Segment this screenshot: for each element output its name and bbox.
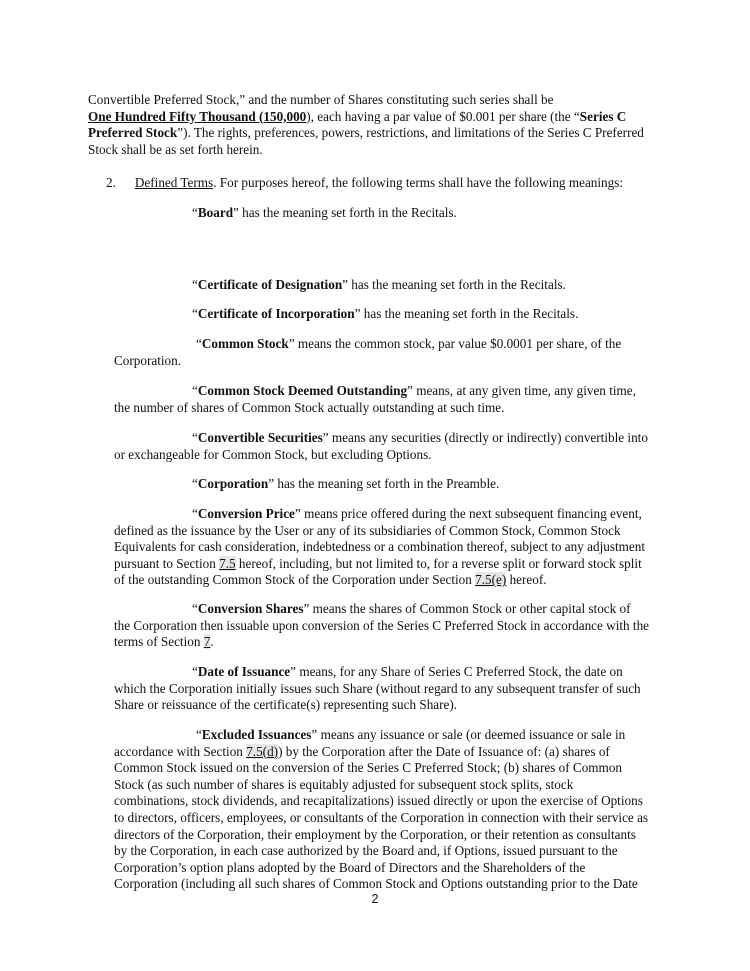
definition-common-stock-deemed-outstanding: “Common Stock Deemed Outstanding” means, at any given time, any given time, the number of shares of Common Stock actually outstanding at such time. <box>114 383 636 415</box>
intro-line-2: One Hundred Fifty Thousand (150,000), each having a par value of $0.001 per share (the “Series C <box>88 108 627 124</box>
definition-certificate-of-incorporation: “Certificate of Incorporation” has the meaning set forth in the Recitals. <box>192 306 579 321</box>
definition-conversion-shares: “Conversion Shares” means the shares of Common Stock or other capital stock of the Corporation then issuable upon conversion of the Series C Preferred Stock in accordance with the terms of Section 7. <box>114 601 650 650</box>
defined-term: Certificate of Designation <box>197 277 343 292</box>
defined-term: Date of Issuance <box>197 664 291 679</box>
defined-term: Certificate of Incorporation <box>197 306 355 321</box>
defined-term: Common Stock <box>201 336 289 351</box>
intro-line-1: Convertible Preferred Stock,” and the number of Shares constituting such series shall be <box>88 92 554 107</box>
definition-board: “Board” has the meaning set forth in the Recitals. <box>192 205 457 220</box>
defined-term: Board <box>197 205 234 220</box>
intro-line-4: Stock shall be as set forth herein. <box>88 141 263 157</box>
definition-date-of-issuance: “Date of Issuance” means, for any Share of Series C Preferred Stock, the date on which the Corporation initially issues such Share (without regard to any subsequent transfer of such Share or reissuance of the certificate(s) representing such Share). <box>114 664 641 713</box>
defined-term: Corporation <box>197 476 269 491</box>
section-reference-link[interactable]: 7 <box>203 634 211 650</box>
definition-certificate-of-designation: “Certificate of Designation” has the meaning set forth in the Recitals. <box>192 277 566 292</box>
defined-term: Excluded Issuances <box>201 727 312 742</box>
section-reference-link[interactable]: 7.5(e) <box>475 572 507 588</box>
definition-excluded-issuances: “Excluded Issuances” means any issuance or sale (or deemed issuance or sale in accordance with Section 7.5(d)) by the Corporation after the Date of Issuance of: (a) shares of Common Stock issued on the conversion of the Series C Preferred Stock; (b) shares of Common Stock (as such number of shares is equitably adjusted for subsequent stock splits, stock combinations, stock dividends, and recapitalizations) issued directly or upon the exercise of Options to directors, officers, employees, or consultants of the Corporation in connection with their service as directors of the Corporation, their employment by the Corporation, or their retention as consultants by the Corporation, in each case authorized by the Board and, if Options, issued pursuant to the Corporation’s option plans adopted by the Board of Directors and the Shareholders of the Corporation (including all such shares of Common Stock and Options outstanding prior to the Date <box>114 727 649 892</box>
section-reference-link[interactable]: 7.5 <box>219 555 236 571</box>
section-title: Defined Terms <box>134 175 214 190</box>
defined-term: Conversion Shares <box>197 601 304 616</box>
definition-conversion-price: “Conversion Price” means price offered during the next subsequent financing event, defined as the issuance by the User or any of its subsidiaries of Common Stock, Common Stock Equivalents for cash consideration, indebtedness or a combination thereof, subject to any adjustment pursuant to Section 7.5 hereof, including, but not limited to, for a reverse split or forward stock split of the outstanding Common Stock of the Corporation under Section 7.5(e) hereof. <box>114 506 646 588</box>
section-reference-link[interactable]: 7.5(d) <box>246 743 279 759</box>
defined-term: Conversion Price <box>197 506 295 521</box>
intro-line-3: Preferred Stock”). The rights, preferences, powers, restrictions, and limitations of the Series C Preferred <box>88 125 644 141</box>
definition-corporation: “Corporation” has the meaning set forth in the Preamble. <box>192 476 500 491</box>
definition-convertible-securities: “Convertible Securities” means any securities (directly or indirectly) convertible into or exchangeable for Common Stock, but excluding Options. <box>114 430 648 462</box>
intro-paragraph <box>88 92 644 158</box>
share-count: One Hundred Fifty Thousand (150,000 <box>88 108 307 124</box>
section-2-heading: 2. Defined Terms. For purposes hereof, the following terms shall have the following meanings: <box>106 175 624 190</box>
definition-common-stock: “Common Stock” means the common stock, par value $0.0001 per share, of the Corporation. <box>114 336 622 368</box>
defined-term: Common Stock Deemed Outstanding <box>197 383 408 398</box>
section-number: 2. <box>106 175 116 190</box>
page-number: 2 <box>371 892 379 906</box>
defined-term: Convertible Securities <box>197 430 323 445</box>
